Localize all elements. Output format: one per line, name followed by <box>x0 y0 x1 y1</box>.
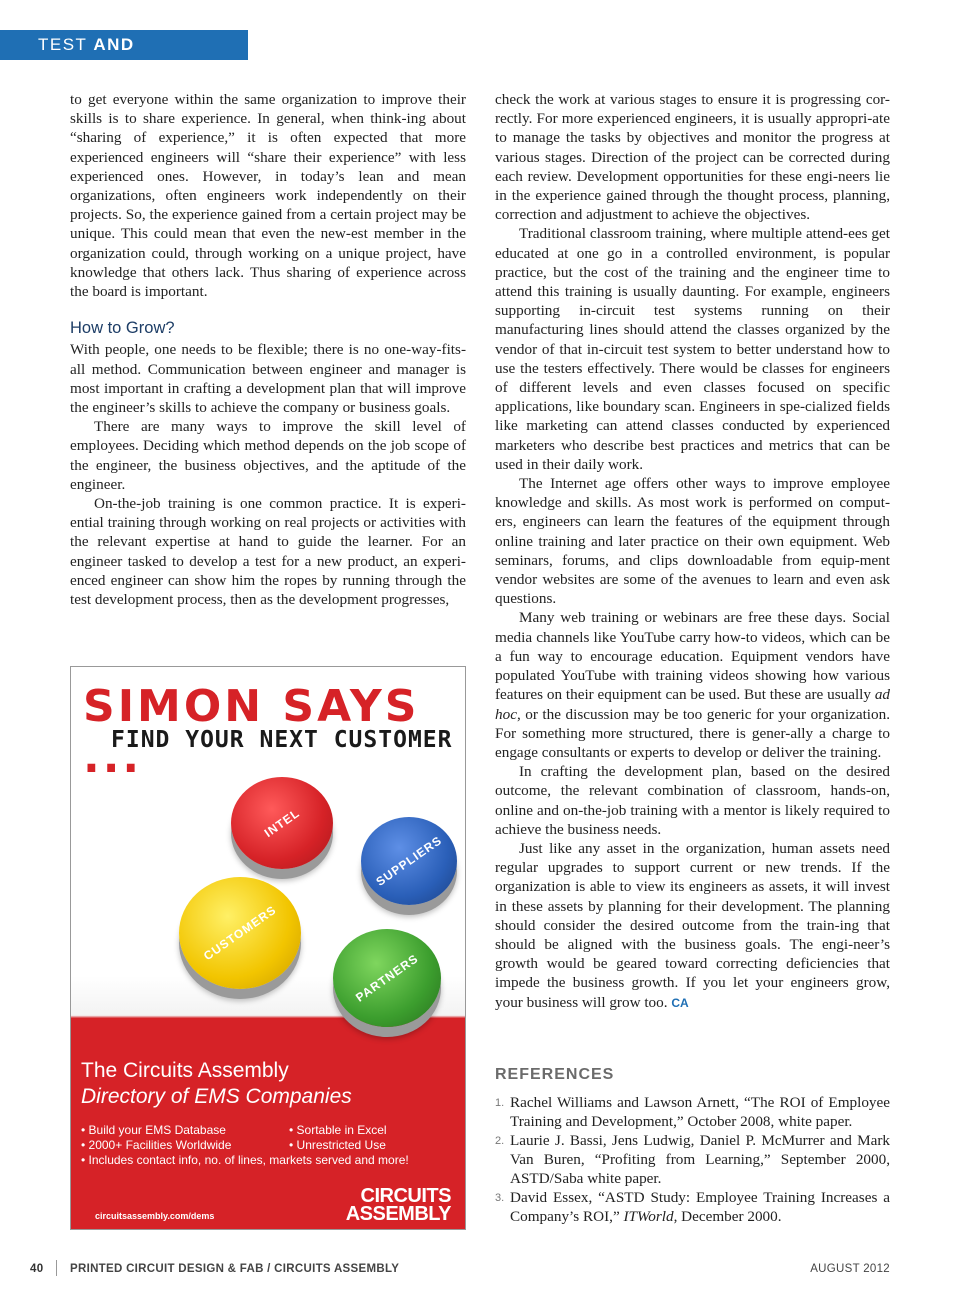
left-column <box>70 90 466 609</box>
paragraph: Traditional classroom training, where multiple attend-ees get educated at one go in a controlled environment, is popular practice, but the cost of the training and the engineer time to attend this training is usually daunting. For example, engineers supporting in-circuit test systems running on their manufacturing lines should attend the classes organized by the vendor of that in-circuit test system to better understand how to use the testers effectively. There would be classes for engineers of different levels and even classes focused on specific applications, like boundary scan. Engineers in spe-cialized fields like marketing can attend classes conducted by experienced marketers who describe best practices and metrics that can be used in their daily work. <box>495 225 890 473</box>
button-label: SUPPLIERS <box>373 833 445 889</box>
ad-directory-line2: Directory of EMS Companies <box>81 1085 352 1108</box>
button-label: INTEL <box>261 805 303 841</box>
ad-directory-line1: The Circuits Assembly <box>81 1059 289 1082</box>
partners-button-graphic <box>333 929 441 1027</box>
reference-number: 2. <box>495 1135 505 1147</box>
suppliers-button-graphic <box>361 817 457 905</box>
ad-bullet: • Build your EMS Database <box>81 1123 226 1137</box>
paragraph: to get everyone within the same organization to improve their skills is to share experience. In general, when think-ing about “sharing of experience,” it is often expected that more experienced engineers will “share their experience” with less experienced ones. However, in today’s lean and mean organizations, often engineers work independently on their projects. So, the experience gained from a certain project may be unique. This could mean that even the new-est member in the organization could, through working on a unique project, have knowledge that others lack. Thus sharing of experience across the board is important. <box>70 91 466 301</box>
subheading: How to Grow? <box>70 319 175 338</box>
ad-title: SIMON SAYS ... <box>83 681 420 783</box>
paragraph: With people, one needs to be flexible; there is no one-way-fits-all method. Communication between engineer and manager is most important in crafting a development plan that will improve the engineer’s skills to achieve the company or business goals. <box>70 341 466 417</box>
advertisement[interactable] <box>70 666 466 1230</box>
paragraph: In crafting the development plan, based on the desired outcome, the relevant combination of classroom, hands-on, online and on-the-job training with a mentor is likely required to achieve the business needs. <box>495 763 890 838</box>
ad-bullet: • 2000+ Facilities Worldwide <box>81 1138 232 1152</box>
paragraph: check the work at various stages to ensure it is progressing cor-rectly. For more experienced engineers, it is usually appropri-ate to manage the tasks by objectives and monitor the progress at various stages. Direction of the project can be corrected during each review. Development opportunities for these engi-neers lie in the experience gained through the thought process, planning, correction and adjustment to achieve the objectives. <box>495 91 890 224</box>
text-run: Just like any asset in the organization, human assets need regular upgrades to support current or new trends. If the organization is able to view its engineers as assets, it will invest in these assets by planning for their development. The planning should consider the desired outcome from the train-ing that should be aligned with the business goals. The engi-neer’s growth would be geared toward correcting deficiencies that impede the business growth. If you let your engineers grow, your business will grow too. <box>495 839 890 1011</box>
text-run: , or the discussion may be too generic for your organization. For something more structured, there is gener-ally a charge to engage consultants or experts to develop or deliver the training. <box>495 705 890 761</box>
logo-line: ASSEMBLY <box>345 1203 451 1225</box>
intel-button-graphic <box>231 777 333 869</box>
references-heading: REFERENCES <box>495 1066 615 1083</box>
paragraph: On-the-job training is one common practice. It is experi-ential training through working on real projects or activities with the relevant expertise at hand to guide the learner. For an engineer tasked to develop a test for a new product, an experi-enced engineer can show him the ropes by running through the test development process, then as the development progresses, <box>70 495 466 609</box>
ad-url-link[interactable]: circuitsassembly.com/dems <box>95 1211 215 1221</box>
reference-item <box>495 1093 890 1131</box>
right-column <box>495 90 890 1013</box>
logo-line: CIRCUITS <box>360 1185 451 1207</box>
references-list <box>495 1093 890 1226</box>
page-number: 40 <box>30 1263 44 1275</box>
reference-number: 3. <box>495 1192 505 1204</box>
section-title: AND INSPECTION <box>38 35 157 84</box>
footer-divider <box>56 1260 57 1276</box>
reference-text: , December 2000. <box>673 1208 782 1225</box>
end-mark: CA <box>671 995 689 1010</box>
paragraph: The Internet age offers other ways to improve employee knowledge and skills. As most work is performed on comput-ers, engineers can learn the features of the equipment through online training and later practice on their own equipment. Web seminars, forums, and clips downloadable from equip-ment vendor websites are some of the avenues to learn and even ask questions. <box>495 475 890 608</box>
button-label: PARTNERS <box>353 951 421 1005</box>
paragraph <box>495 608 890 762</box>
issue-date: AUGUST 2012 <box>810 1263 890 1275</box>
text-run: Many web training or webinars are free these days. Social media channels like YouTube carry how-to videos, which can be a fun way to encourage education. Equipment vendors have populated YouTube with training videos showing how various features on their equipment can be used. But these are usually <box>495 609 890 704</box>
button-label: CUSTOMERS <box>200 902 280 964</box>
customers-button-graphic <box>179 877 301 989</box>
reference-text: Rachel Williams and Lawson Arnett, “The ROI of Employee Training and Development,” October 2008, white paper. <box>510 1094 890 1130</box>
emphasis: ad hoc <box>495 686 890 723</box>
ad-subtitle: FIND YOUR NEXT CUSTOMER <box>111 727 453 753</box>
ad-bullet: • Sortable in Excel <box>289 1123 387 1137</box>
reference-number: 1. <box>495 1097 505 1109</box>
reference-text: Laurie J. Bassi, Jens Ludwig, Daniel P. McMurrer and Mark Van Buren, “Profiting from Learning,” September 2000, ASTD/Saba white paper. <box>510 1132 890 1187</box>
reference-item <box>495 1188 890 1226</box>
reference-text: David Essex, “ASTD Study: Employee Training Increases a Company’s ROI,” <box>510 1189 890 1225</box>
publication-name: PRINTED CIRCUIT DESIGN & FAB / CIRCUITS ASSEMBLY <box>70 1263 400 1275</box>
ad-bullet: • Includes contact info, no. of lines, markets served and more! <box>81 1153 409 1167</box>
paragraph <box>495 839 890 1013</box>
section-header <box>0 30 248 84</box>
reference-item <box>495 1131 890 1188</box>
circuits-assembly-logo <box>346 1187 451 1223</box>
ad-bullets <box>81 1123 461 1168</box>
section-prefix: TEST <box>38 35 88 54</box>
reference-emphasis: ITWorld <box>623 1208 674 1225</box>
paragraph: There are many ways to improve the skill level of employees. Deciding which method depends on the job scope of the engineer, the business objectives, and the aptitude of the engineer. <box>70 418 466 493</box>
ad-bullet: • Unrestricted Use <box>289 1138 386 1152</box>
